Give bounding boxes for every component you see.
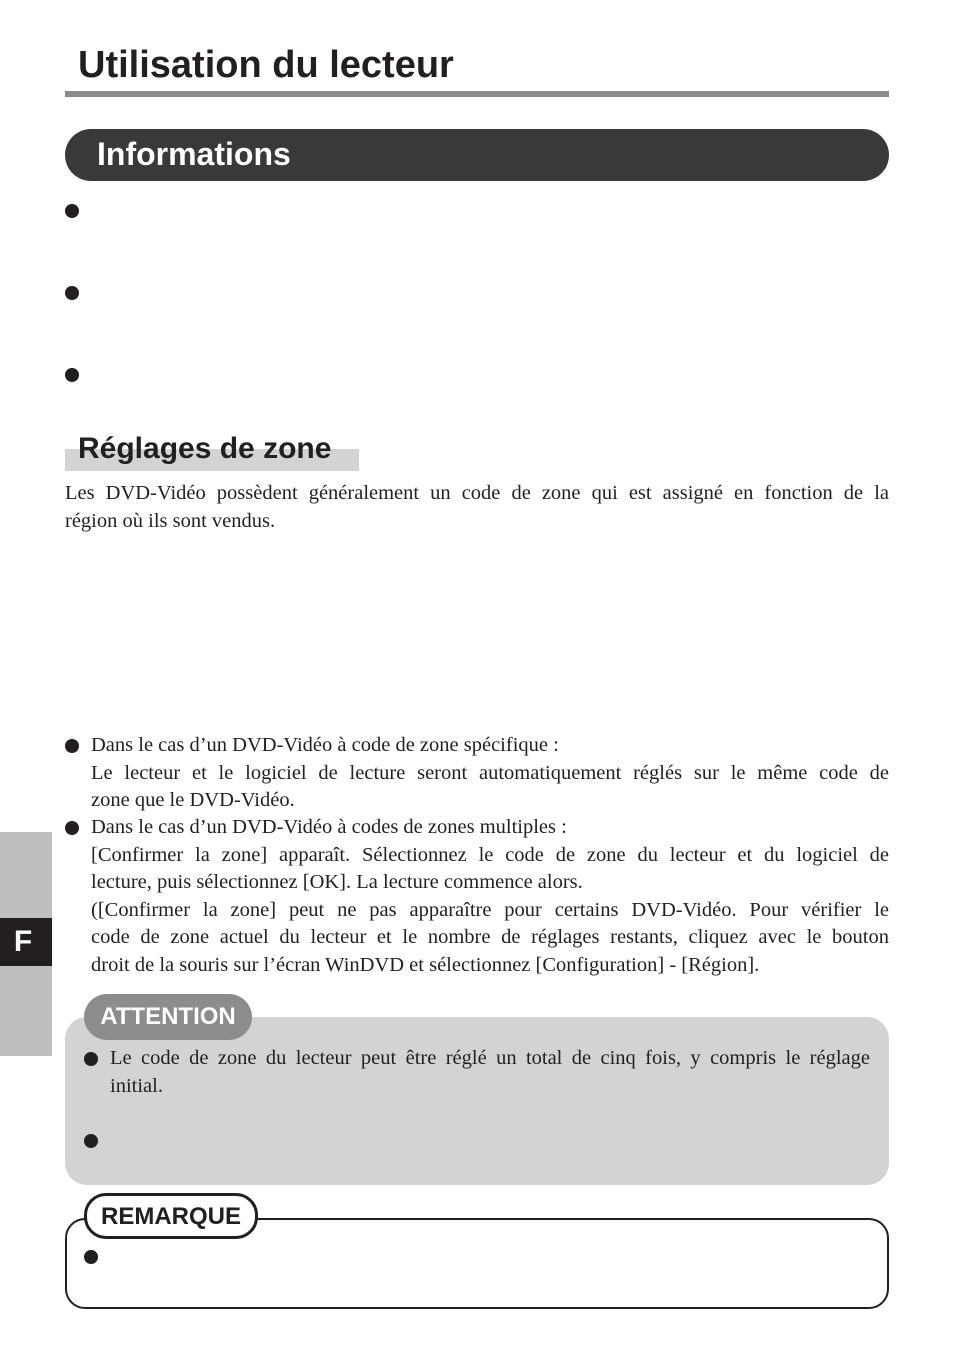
paragraph-line: Le code de zone du lecteur peut être réglé un total de cinq fois, y compris le réglage (110, 1047, 870, 1069)
bullet-icon (65, 204, 79, 218)
attention-label-text: ATTENTION (100, 1003, 236, 1030)
remarque-label-text: REMARQUE (100, 1203, 241, 1230)
paragraph-line: [Confirmer la zone] apparaît. Sélectionnez le code de zone du lecteur et du logiciel de (91, 843, 889, 866)
attention-label (84, 994, 252, 1040)
list-item (91, 732, 889, 815)
bullet-icon (65, 739, 79, 753)
bullet-icon (65, 368, 79, 382)
language-tab (0, 918, 52, 966)
bullet-icon (84, 1134, 98, 1148)
side-tab-upper (0, 832, 52, 918)
informations-banner (65, 129, 889, 181)
side-tab-lower (0, 966, 52, 1056)
page-title: Utilisation du lecteur (78, 44, 454, 86)
informations-banner-label: Informations (97, 136, 291, 172)
attention-item (110, 1045, 870, 1100)
attention-box (65, 1017, 889, 1185)
paragraph-line: initial. (110, 1074, 163, 1097)
paragraph-line: droit de la souris sur l’écran WinDVD et sélectionnez [Configuration] - [Région]. (91, 953, 760, 976)
bullet-icon (84, 1052, 98, 1066)
paragraph-line: région où ils sont vendus. (65, 509, 276, 532)
bullet-icon (65, 286, 79, 300)
list-item (91, 814, 889, 979)
paragraph-line: Le lecteur et le logiciel de lecture seront automatiquement réglés sur le même code de (91, 761, 889, 784)
title-rule (65, 91, 889, 97)
paragraph-line: code de zone actuel du lecteur et le nombre de réglages restants, cliquez avec le bouton (91, 926, 889, 948)
section-heading: Réglages de zone (78, 432, 332, 465)
paragraph-line: Dans le cas d’un DVD-Vidéo à codes de zones multiples : (91, 816, 567, 838)
remarque-label (84, 1193, 258, 1239)
paragraph-line: lecture, puis sélectionnez [OK]. La lecture commence alors. (91, 871, 583, 893)
bullet-icon (84, 1250, 98, 1264)
paragraph-line: Les DVD-Vidéo possèdent généralement un code de zone qui est assigné en fonction de la (65, 482, 889, 504)
paragraph-line: Dans le cas d’un DVD-Vidéo à code de zone spécifique : (91, 734, 559, 756)
paragraph-line: ([Confirmer la zone] peut ne pas apparaître pour certains DVD-Vidéo. Pour vérifier le (91, 898, 889, 921)
language-tab-letter: F (13, 925, 33, 958)
zone-intro-paragraph (65, 480, 889, 535)
bullet-icon (65, 821, 79, 835)
paragraph-line: zone que le DVD-Vidéo. (91, 789, 295, 811)
